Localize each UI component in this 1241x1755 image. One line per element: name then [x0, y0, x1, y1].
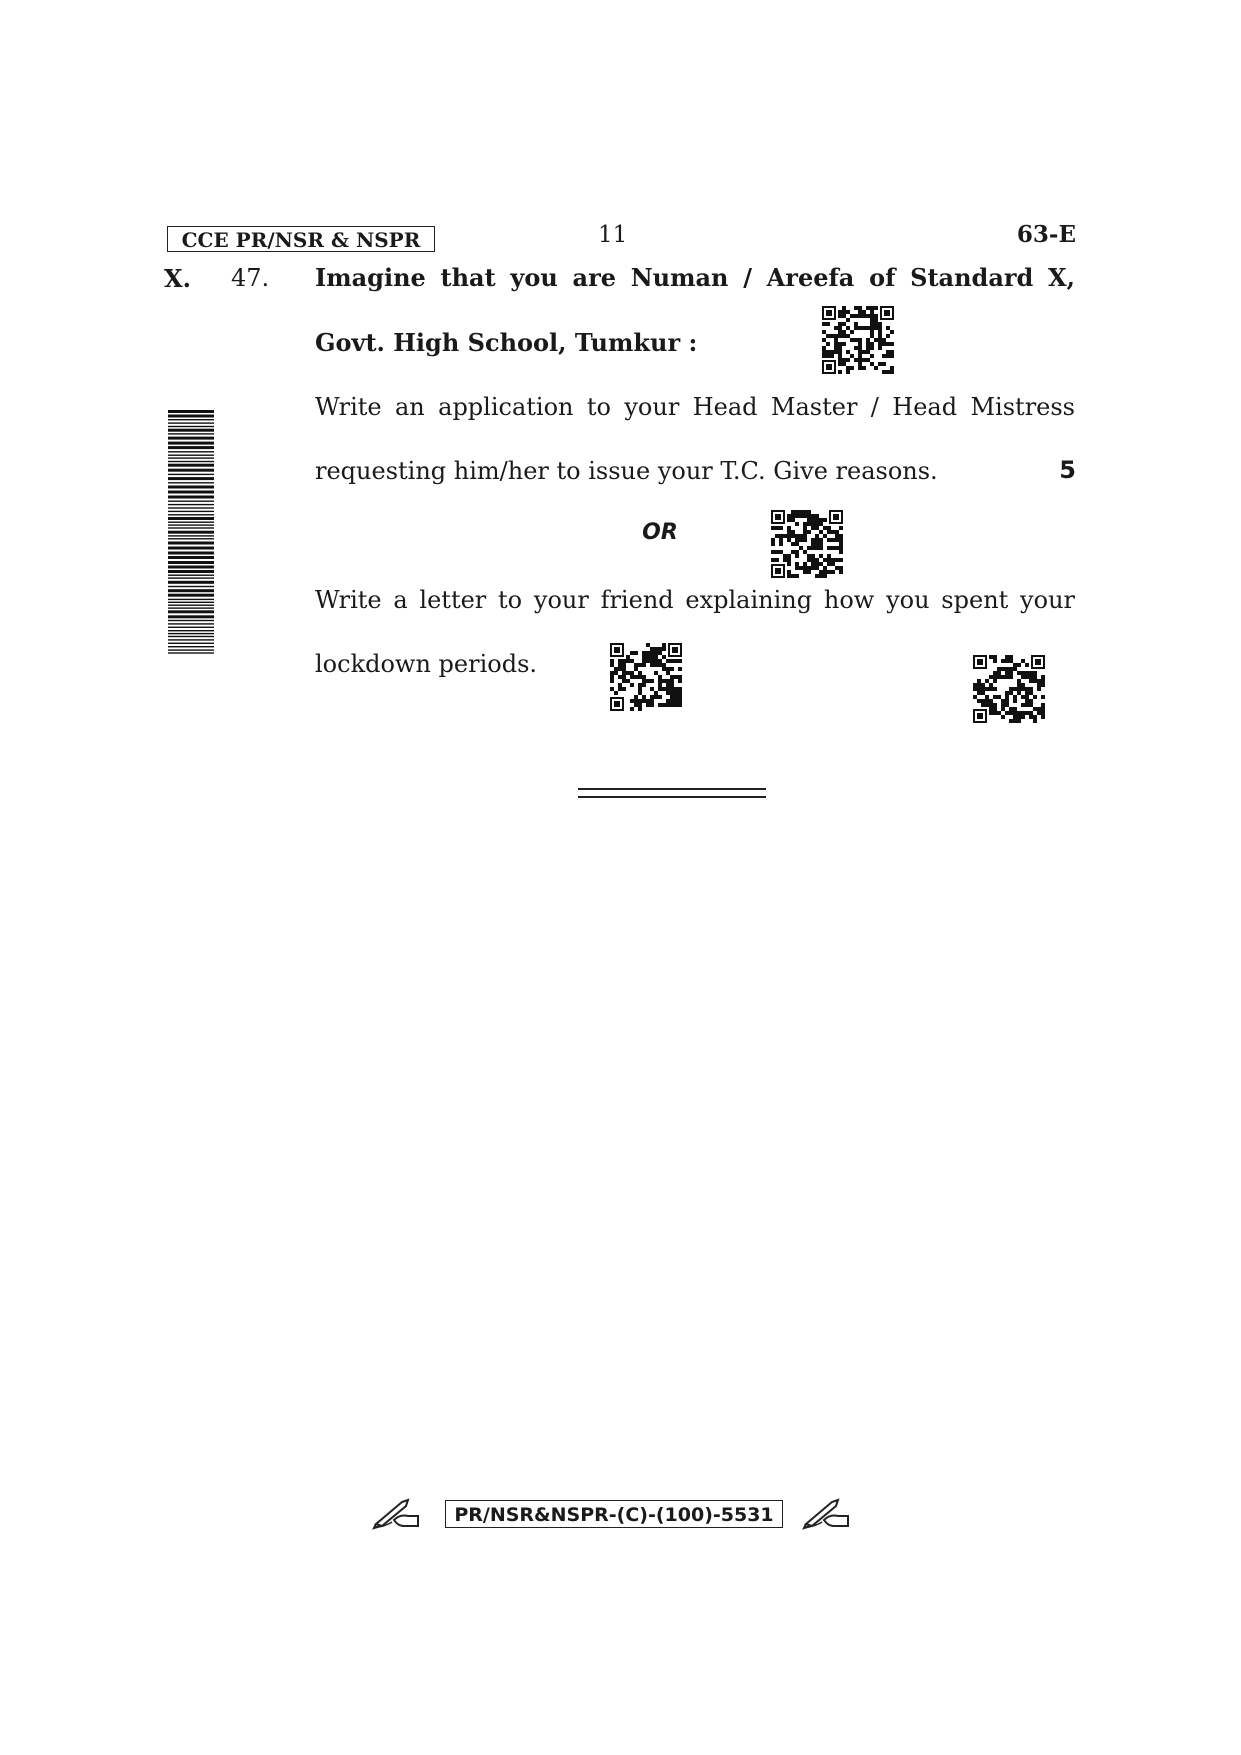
subject-code: 63-E — [1016, 221, 1076, 248]
option-1-line-1: Write an application to your Head Master / Head Mistress — [315, 393, 1075, 421]
writing-hand-icon — [372, 1496, 422, 1530]
or-separator: OR — [642, 520, 678, 545]
writing-hand-icon — [802, 1496, 852, 1530]
question-number: 47. — [231, 264, 270, 292]
option-2-line-1: Write a letter to your friend explaining how you spent your — [315, 586, 1075, 614]
qr-code-icon — [610, 643, 682, 711]
option-1-line-2: requesting him/her to issue your T.C. Give reasons. — [315, 457, 938, 485]
series-code-box: CCE PR/NSR & NSPR — [167, 226, 435, 252]
qr-code-icon — [973, 655, 1045, 723]
barcode-icon — [168, 410, 214, 654]
section-number: X. — [164, 264, 191, 293]
footer-code-box: PR/NSR&NSPR-(C)-(100)-5531 — [445, 1500, 783, 1528]
page-number: 11 — [598, 222, 628, 248]
option-2-line-2: lockdown periods. — [315, 650, 538, 678]
qr-code-icon — [822, 306, 894, 374]
end-of-paper-rule — [578, 788, 766, 798]
marks-label: 5 — [1059, 456, 1076, 484]
question-intro-line-1: Imagine that you are Numan / Areefa of Standard X, — [315, 263, 1075, 292]
question-intro-line-2: Govt. High School, Tumkur : — [315, 328, 698, 357]
qr-code-icon — [771, 510, 843, 578]
